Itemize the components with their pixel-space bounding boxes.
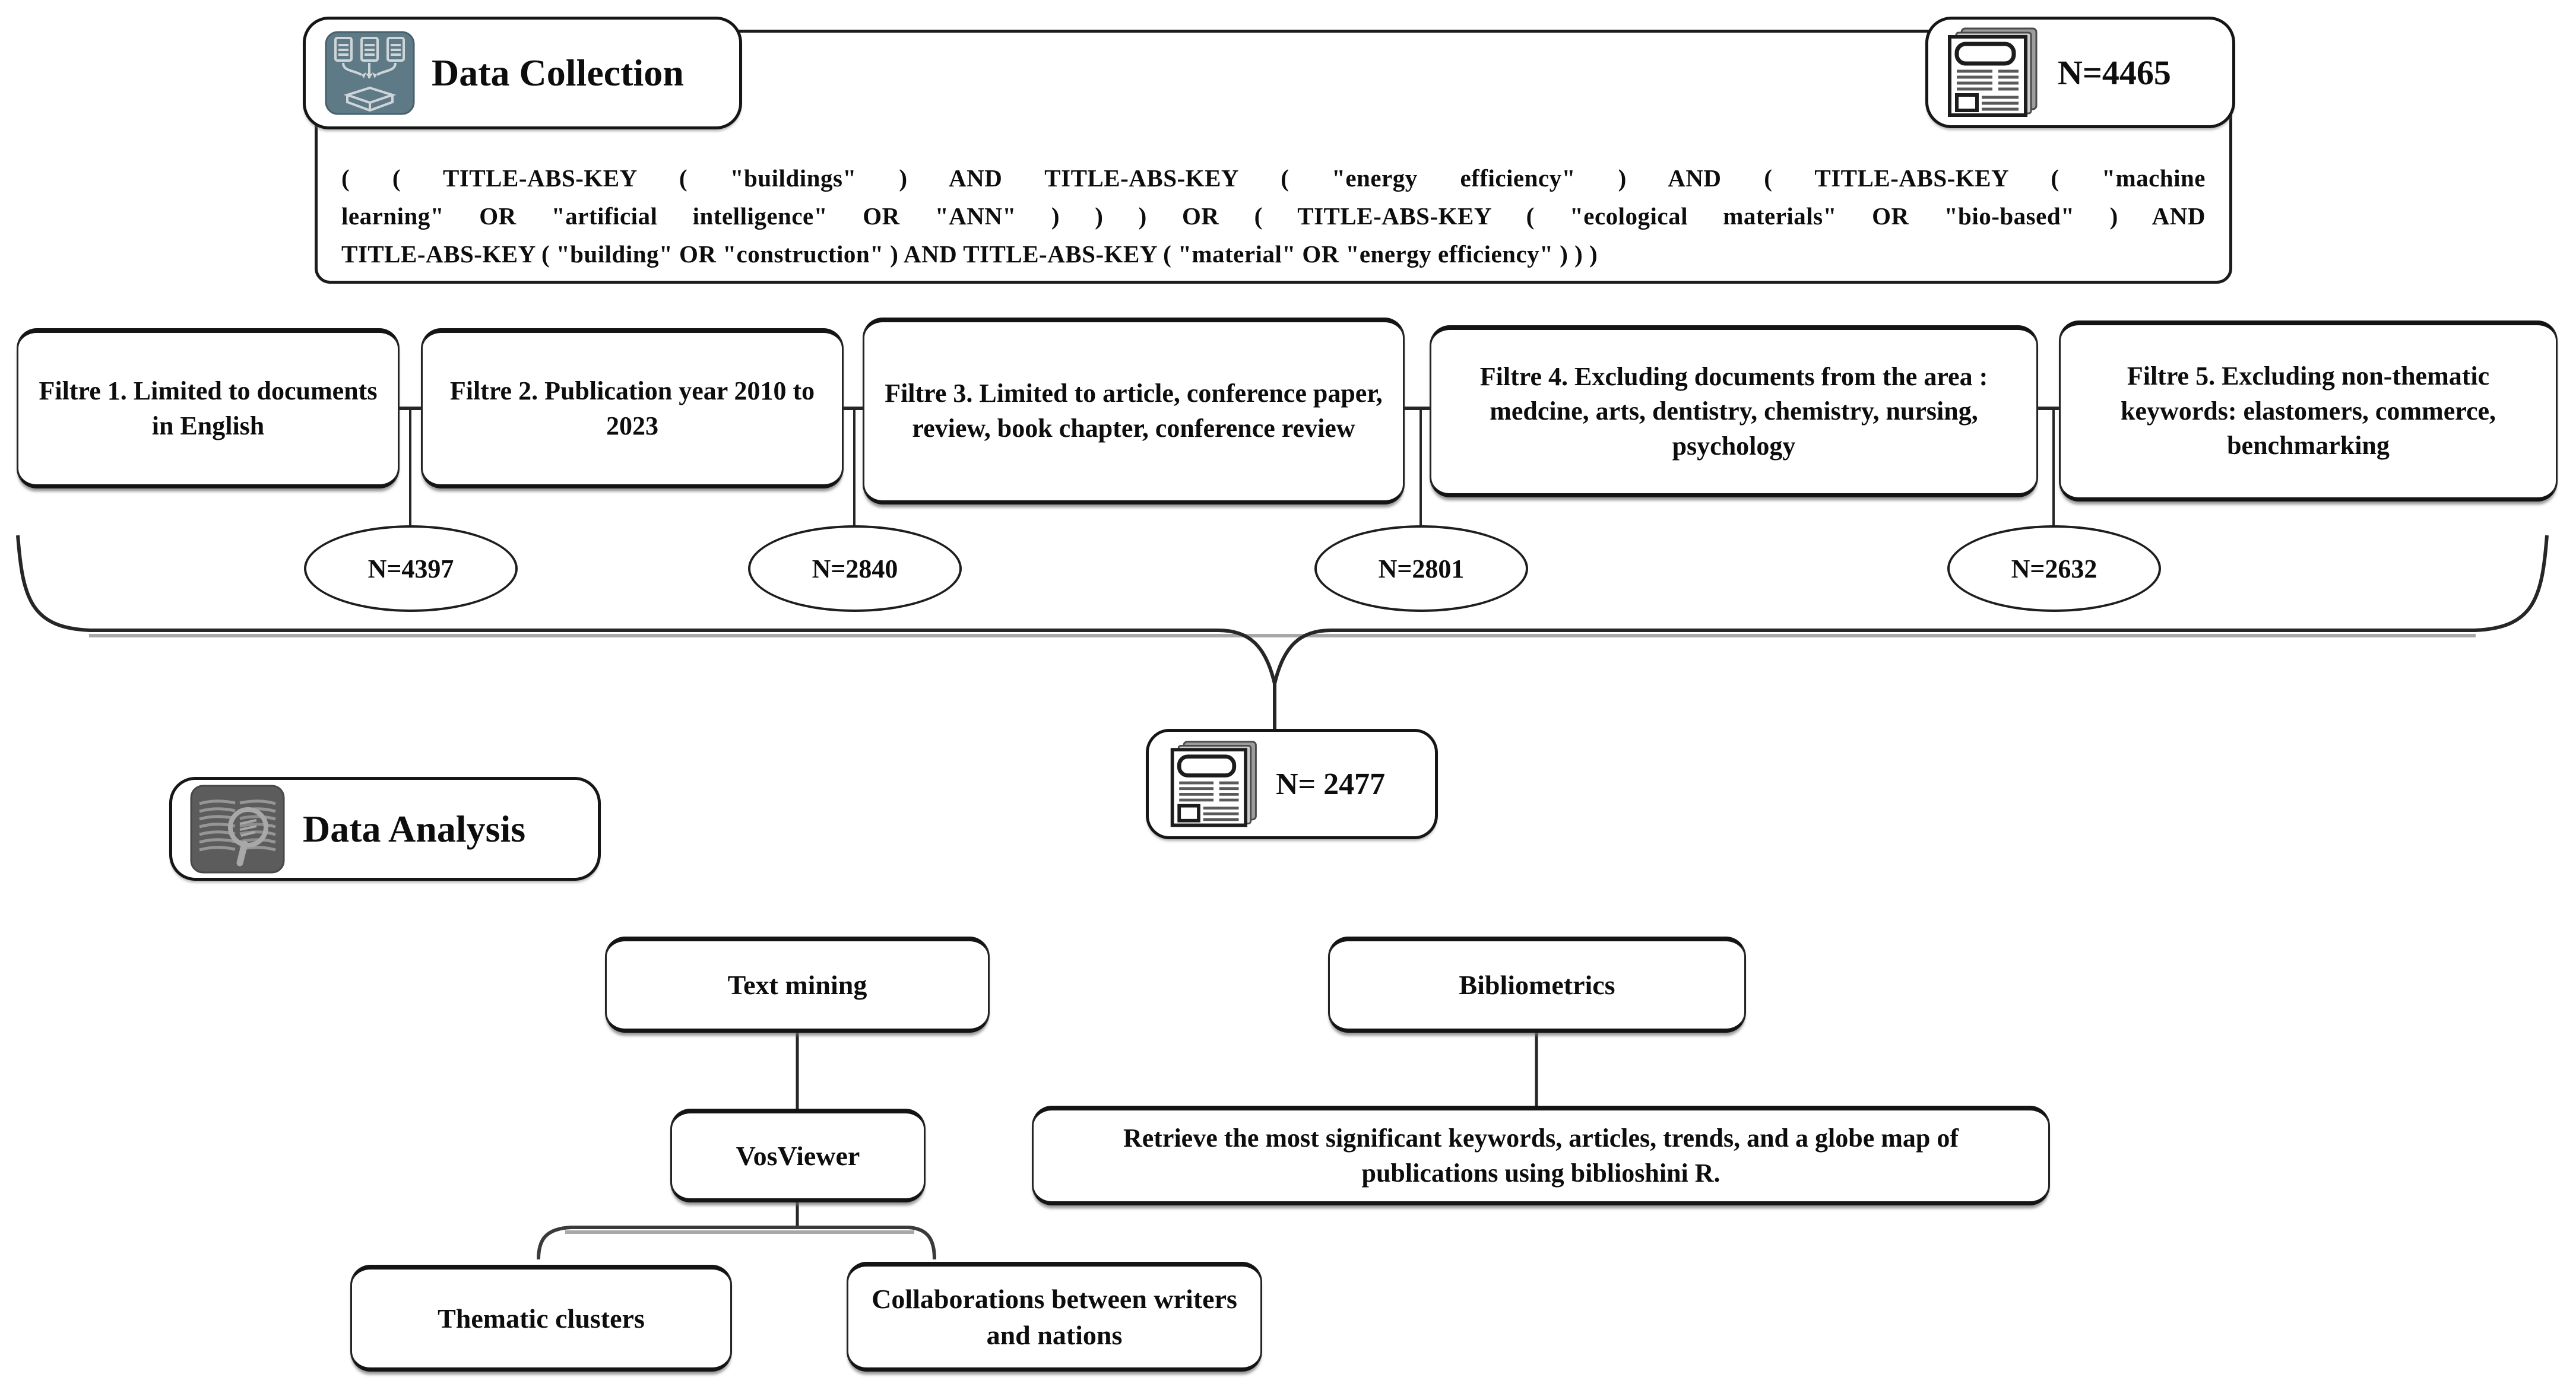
thematic-clusters-box: [350, 1265, 732, 1372]
bibliometrics-detail-box: [1032, 1106, 2050, 1205]
result-ellipse-3: [1314, 525, 1528, 612]
filter-box-2: [421, 328, 844, 488]
result-ellipse-1: [304, 525, 518, 612]
documents-to-database-icon: [325, 31, 415, 115]
collaborations-box: [847, 1262, 1262, 1372]
bibliometrics-label: Bibliometrics: [1459, 969, 1615, 1000]
book-magnifier-icon: [190, 785, 285, 874]
vosviewer-box: [670, 1109, 926, 1202]
bibliometrics-box: [1328, 937, 1746, 1033]
filter-box-3: [863, 318, 1405, 504]
result-ellipse-4: [1947, 525, 2161, 612]
initial-count-box: [1925, 17, 2235, 128]
thematic-clusters-label: Thematic clusters: [438, 1303, 645, 1334]
filter-box-5: [2059, 320, 2558, 502]
result-4-label: N=2632: [2011, 554, 2097, 583]
search-query-text: [341, 159, 2206, 273]
newspaper-stack-icon: [1167, 739, 1263, 829]
bibliometrics-detail-label: Retrieve the most significant keywords, articles, trends, and a globe map of publications using biblioshini R.: [1123, 1123, 1959, 1188]
filter-3-label: Filtre 3. Limited to article, conference paper, review, book chapter, conference review: [885, 379, 1383, 443]
final-count-box: [1146, 729, 1438, 839]
query-line-1: ( ( TITLE-ABS-KEY ( "buildings" ) AND TITLE-ABS-KEY ( "energy efficiency" ) AND ( TITLE-ABS-KEY ( "machine: [341, 164, 2206, 192]
collaborations-label: Collaborations between writers and nations: [872, 1283, 1237, 1350]
data-collection-header: [303, 17, 742, 129]
filter-box-4: [1430, 325, 2038, 497]
vosviewer-label: VosViewer: [736, 1140, 860, 1171]
result-1-label: N=4397: [367, 554, 454, 583]
result-3-label: N=2801: [1378, 554, 1465, 583]
data-collection-label: Data Collection: [432, 52, 684, 94]
newspaper-stack-icon: [1944, 26, 2043, 119]
filter-2-label: Filtre 2. Publication year 2010 to 2023: [449, 376, 815, 440]
query-line-2: learning" OR "artificial intelligence" OR "ANN" ) ) ) OR ( TITLE-ABS-KEY ( "ecological materials" OR "bio-based" ) AND: [341, 202, 2206, 230]
data-analysis-label: Data Analysis: [303, 807, 526, 850]
result-ellipse-2: [748, 525, 962, 612]
filter-1-label: Filtre 1. Limited to documents in English: [39, 376, 378, 440]
text-mining-box: [605, 937, 990, 1033]
filter-5-label: Filtre 5. Excluding non-thematic keywords: elastomers, commerce, benchmarking: [2120, 361, 2496, 461]
initial-count-label: N=4465: [2058, 53, 2171, 92]
filter-box-1: [17, 328, 400, 488]
final-count-label: N= 2477: [1276, 767, 1386, 801]
query-line-3: TITLE-ABS-KEY ( "building" OR "construction" ) AND TITLE-ABS-KEY ( "material" OR "energy efficiency" ) ) ): [341, 240, 1598, 268]
filter-4-label: Filtre 4. Excluding documents from the area : medcine, arts, dentistry, chemistry, nursing, psychology: [1479, 361, 1988, 461]
data-analysis-header: [169, 777, 601, 881]
result-2-label: N=2840: [812, 554, 898, 583]
text-mining-label: Text mining: [727, 969, 867, 1000]
